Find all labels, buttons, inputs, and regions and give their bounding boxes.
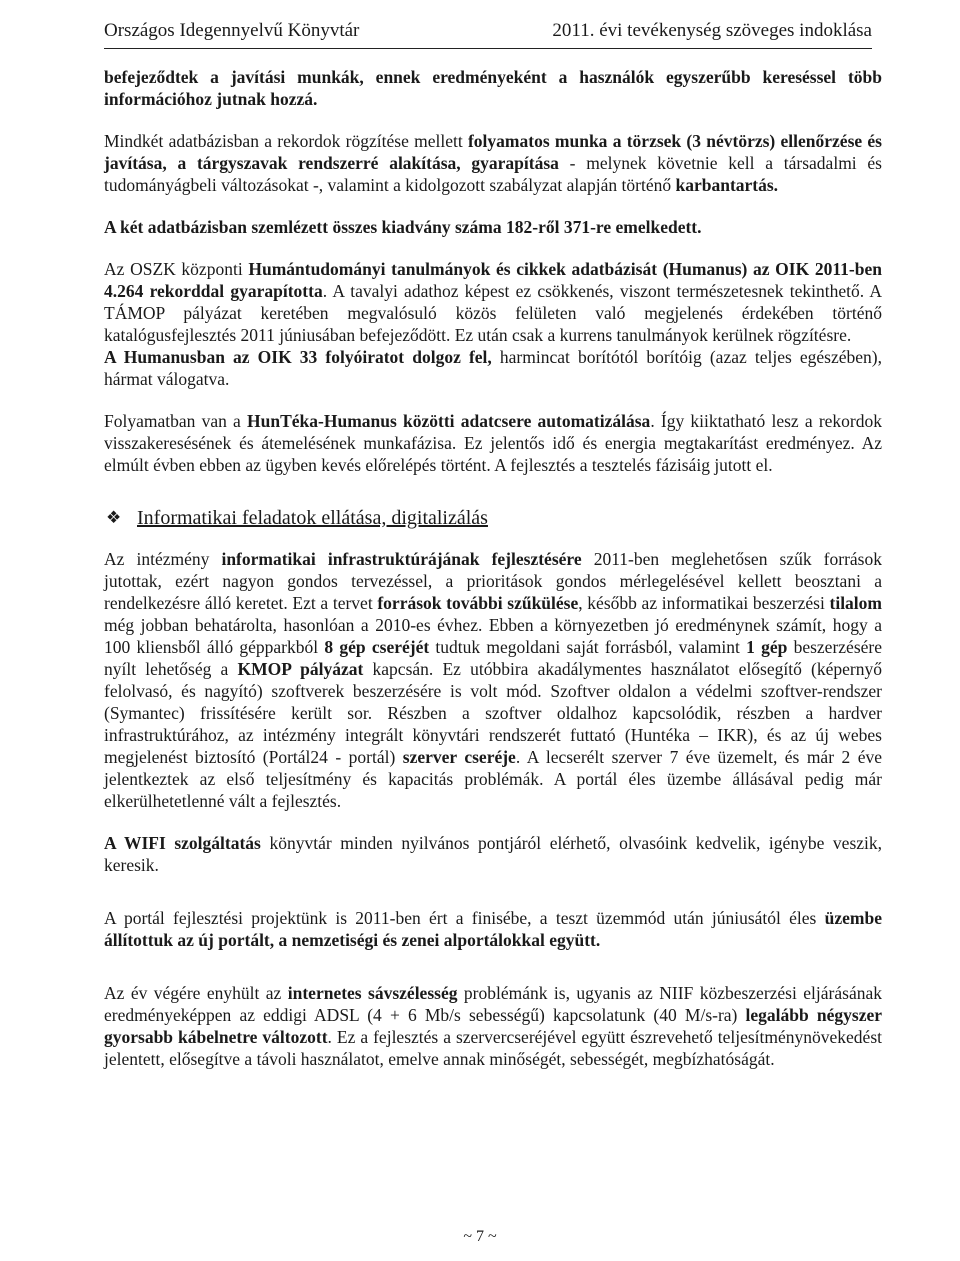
page-number: ~ 7 ~ <box>463 1228 497 1245</box>
bold-text: 1 gép <box>746 637 788 657</box>
bold-text: folyamatos munka a törzsek (3 névtörzs) ellenőrzése és javítása, a tárgyszavak rendszerré alakítása, gyarapítása <box>104 131 882 173</box>
text: még jobban behatárolta, hasonlóan a 2010-es évhez. Ebben a környezetben jó eredménynek számít, hogy a 100 kliensből álló gépparkból <box>104 615 882 657</box>
text: Az OSZK központi <box>104 259 249 279</box>
text: . A lecserélt szerver 7 éve üzemelt, és már 2 éve jelentkeztek az első teljesítmény és kapacitás problémák. A portál éles üzembe állásával pedig már elkerülhetetlenné vált a fejlesztés. <box>104 747 882 811</box>
paragraph-humanus <box>104 258 882 346</box>
paragraph-wifi <box>104 832 882 876</box>
paragraph-publication-count: A két adatbázisban szemlézett összes kiadvány száma 182-ről 371-re emelkedett. <box>104 217 702 237</box>
text: könyvtár minden nyilvános pontjáról elérhető, olvasóink kedvelik, igénybe veszik, keresik. <box>104 833 883 875</box>
text: , később az informatikai beszerzési <box>578 593 830 613</box>
paragraph-humanus-journals <box>104 346 882 390</box>
document-body <box>104 66 882 1070</box>
paragraph-bandwidth <box>104 982 882 1070</box>
text: 2011-ben meglehetősen szűk források jutottak, ezért nagyon gondos tervezéssel, a prioritások gondos mérlegelésével kellett beosztani a rendelkezésre álló keretet. Ezt a tervet <box>104 549 882 613</box>
text: Folyamatban van a <box>104 411 248 431</box>
section-heading <box>104 506 882 530</box>
text: harmincat borítótól borítóig (azaz teljes egészében), hármat válogatva. <box>104 347 882 389</box>
paragraph-continuation <box>104 66 882 110</box>
bold-text: KMOP pályázat <box>237 659 364 679</box>
text: . A tavalyi adathoz képest ez csökkenés, viszont természetesnek tekinthető. A TÁMOP pályázat keretében megvalósuló közös felületen való megjelenés érdekében történő katalógusfejlesztés 2011 júniusában befejeződött. Ez után csak a kurrens tanulmányok kerülnek rögzítésre. <box>104 281 882 345</box>
text: tudtuk megoldani saját forrásból, valamint <box>429 637 747 657</box>
bold-text: források további szűkülése <box>377 593 579 613</box>
bold-text: informatikai infrastruktúrájának fejlesztésére <box>221 549 582 569</box>
text: beszerzésére nyílt lehetőség a <box>104 637 882 679</box>
text: Az év végére enyhült az <box>104 983 288 1003</box>
text: - melynek követnie kell a társadalmi és tudományágbeli változásokat -, valamint a kidolgozott szabályzat alapján történő <box>104 153 882 195</box>
text: Az intézmény <box>104 549 222 569</box>
bold-text: 8 gép cseréjét <box>324 637 430 657</box>
bold-text: tilalom <box>829 593 882 613</box>
text: . Így kiiktatható lesz a rekordok visszakeresésének és átemelésének munkafázisa. Ez jelentős idő és energia megtakarítást eredményez. Az elmúlt évben ebben az ügyben kevés előrelépés történt. A fejlesztés a tesztelés fázisáig jutott el. <box>104 411 883 475</box>
text: . Ez a fejlesztés a szervercseréjével együtt észrevehető teljesítménynövekedést jelentett, elősegítve a távoli használatot, emelve annak minőségét, sebességét, megbízhatóságát. <box>104 1027 882 1069</box>
header-institution: Országos Idegennyelvű Könyvtár <box>104 20 360 41</box>
diamond-bullet-icon: ❖ <box>106 508 122 527</box>
bold-text: Humántudományi tanulmányok és cikkek adatbázisát (Humanus) az OIK 2011-ben 4.264 rekorddal gyarapította <box>104 259 882 301</box>
bold-text: legalább négyszer gyorsabb kábelnetre változott <box>104 1005 882 1047</box>
bold-text: üzembe állítottuk az új portált, a nemzetiségi és zenei alportálokkal együtt. <box>104 908 882 950</box>
bold-text: befejeződtek a javítási munkák, ennek eredményeként a használók egyszerűbb kereséssel több információhoz jutnak hozzá. <box>104 67 882 109</box>
bold-text: A Humanusban az OIK 33 folyóiratot dolgoz fel, <box>104 347 492 367</box>
paragraph-database-maintenance <box>104 130 882 196</box>
bold-text: internetes sávszélesség <box>287 983 458 1003</box>
paragraph-data-exchange <box>104 410 882 476</box>
paragraph-portal <box>104 907 882 951</box>
bold-text: HunTéka-Humanus közötti adatcsere automatizálása <box>247 411 651 431</box>
text: Mindkét adatbázisban a rekordok rögzítése mellett <box>104 131 468 151</box>
section-title: Informatikai feladatok ellátása, digitalizálás <box>137 507 488 529</box>
bold-text: A WIFI szolgáltatás <box>104 833 261 853</box>
page-header <box>104 18 872 49</box>
text: A portál fejlesztési projektünk is 2011-ben ért a finisébe, a teszt üzemmód után júniusától éles <box>104 908 825 928</box>
bold-text: karbantartás. <box>675 175 779 195</box>
header-report-title: 2011. évi tevékenység szöveges indoklása <box>552 20 872 41</box>
bold-text: szerver cseréje <box>402 747 516 767</box>
text: problémánk is, ugyanis az NIIF közbeszerzési eljárásának eredményeképpen az eddigi ADSL (4 + 6 Mb/s sebességű) kapcsolatunk (40 M/s-ra) <box>104 983 882 1025</box>
paragraph-it-infrastructure <box>104 548 882 812</box>
text: kapcsán. Ez utóbbira akadálymentes használatot elősegítő (képernyő felolvasó, és nagyító) szoftverek beszerzésére is volt mód. Szoftver oldalon a védelmi szoftver-rendszer (Symantec) frissítésére került sor. Részben a szoftver oldalhoz kapcsolódik, részben a hardver infrastruktúrához, az intézmény integrált könyvtári rendszerét futtató (Huntéka – IKR), és az új webes megjelenést biztosító (Portál24 - portál) <box>104 659 882 767</box>
